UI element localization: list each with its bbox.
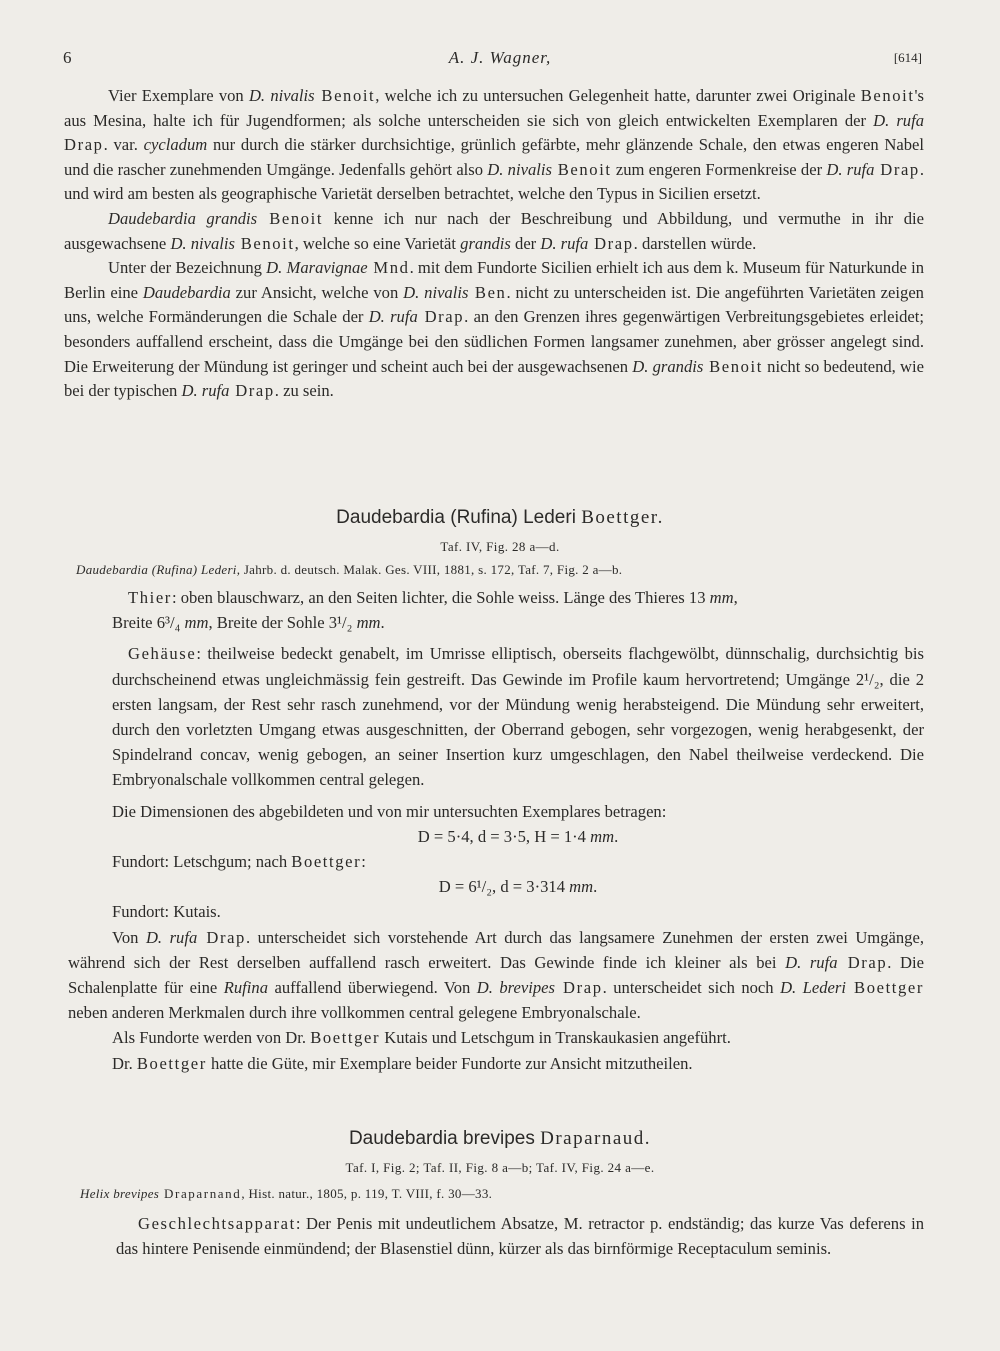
plate-ref-brevipes: Taf. I, Fig. 2; Taf. II, Fig. 8 a—b; Taf. IV, Fig. 24 a—e. <box>345 1160 655 1175</box>
intro-paragraph-1: Vier Exemplare von D. nivalis Benoit, welche ich zu untersuchen Gelegenheit hatte, darunter zwei Originale Benoit's aus Mesina, halte ich für Jugendformen; als solche unterscheiden sie sich von gleich entwickelten Exemplaren der D. rufa Drap. var. cycladum nur durch die stärker durchsichtige, grünlich gefärbte, mehr glänzende Schale, den etwas engeren Nabel und die rascher zunehmenden Umgänge. Jedenfalls gehört also D. nivalis Benoit zum engeren Formenkreise der D. rufa Drap. und wird am besten als geographische Varietät derselben betrachtet, welche den Typus in Sicilien ersetzt. <box>64 86 924 204</box>
fundorte-paragraph: Als Fundorte werden von Dr. Boettger Kutais und Letschgum in Transkaukasien angeführt. <box>112 1028 731 1048</box>
intro-section <box>64 84 924 404</box>
description-brevipes <box>118 1211 924 1261</box>
species-title-brevipes: Daudebardia brevipes Draparnaud. <box>348 1128 652 1149</box>
species-title-lederi: Daudebardia (Rufina) Lederi Boettger. <box>336 507 664 528</box>
dimensions-intro: Die Dimensionen des abgebildeten und von mir untersuchten Exemplares betragen: <box>112 801 667 821</box>
fundort-kutais: Fundort: Kutais. <box>112 902 221 922</box>
citation-lederi: Daudebardia (Rufina) Lederi, Jahrb. d. deutsch. Malak. Ges. VIII, 1881, s. 172, Taf. 7, Fig. 2 a—b. <box>76 562 623 577</box>
thier-paragraph: Thier: oben blauschwarz, an den Seiten lichter, die Sohle weiss. Länge des Thieres 13 mm, Breite 6³/₄ mm, Breite der Sohle 3¹/₂ mm. <box>112 588 738 633</box>
citation-brevipes: Helix brevipes Draparnand, Hist. natur., 1805, p. 119, T. VIII, f. 30—33. <box>80 1186 493 1201</box>
description-lederi <box>68 585 924 1076</box>
running-head-ref: [614] <box>893 50 922 65</box>
intro-paragraph-2: Daudebardia grandis Benoit kenne ich nur nach der Beschreibung und Abbildung, und vermuthe in ihr die ausgewachsene D. nivalis Benoit, welche so eine Varietät grandis der D. rufa Drap. darstellen würde. <box>64 208 924 253</box>
comparison-paragraph: Von D. rufa Drap. unterscheidet sich vorstehende Art durch das langsamere Zunehmen der ersten zwei Umgänge, während sich der Rest derselben auffallend rasch erweitert. Das Gewinde finde ich kleiner als bei D. rufa Drap. Die Schalenplatte für eine Rufina auffallend überwiegend. Von D. brevipes Drap. unterscheidet sich noch D. Lederi Boettger neben anderen Merkmalen durch ihre vollkommen central gelegene Embryonalschale. <box>68 927 924 1023</box>
dimensions-1: D = 5·4, d = 3·5, H = 1·4 mm. <box>417 826 619 846</box>
running-head-author: A. J. Wagner, <box>448 48 552 67</box>
fundort-letschgum: Fundort: Letschgum; nach Boettger: <box>112 852 366 872</box>
dimensions-2: D = 6¹/₂, d = 3·314 mm. <box>438 877 598 897</box>
geschlechtsapparat-paragraph: Geschlechtsapparat: Der Penis mit undeutlichem Absatze, M. retractor p. endständig; das kurze Vas deferens in das hintere Penisende einmündend; der Blasenstiel dünn, kürzer als das birnförmige Receptaculum seminis. <box>116 1214 924 1259</box>
page-number: 6 <box>63 48 72 67</box>
intro-paragraph-3: Unter der Bezeichnung D. Maravignae Mnd. mit dem Fundorte Sicilien erhielt ich aus dem k. Museum für Naturkunde in Berlin eine Daudebardia zur Ansicht, welche von D. nivalis Ben. nicht zu unterscheiden ist. Die angeführten Varietäten zeigen uns, welche Formänderungen die Schale der D. rufa Drap. an den Grenzen ihres gegenwärtigen Verbreitungsgebietes erleidet; besonders auffallend erscheint, dass die Umgänge bei den südlichen Formen langsamer zunehmen, aber grösser angelegt sind. Die Erweiterung der Mündung ist geringer und scheint auch bei der ausgewachsenen D. grandis Benoit nicht so bedeutend, wie bei der typischen D. rufa Drap. zu sein. <box>64 258 924 401</box>
gehaeuse-paragraph: Gehäuse: theilweise bedeckt genabelt, im Umrisse elliptisch, oberseits flachgewölbt, dünnschalig, durchsichtig bis durchscheinend etwas ungleichmässig fein gestreift. Das Gewinde im Profile kaum hervortretend; Umgänge 2¹/₂, die 2 ersten langsam, der Rest sehr rasch zunehmend, vor der Mündung wenig herabsteigend. Die Mündung sehr erweitert, durch den vorletzten Umgang etwas ausgeschnitten, der Oberrand gebogen, sehr vorgezogen, wenig herabgesenkt, der Spindelrand concav, wenig gebogen, an seiner Insertion kurz umgeschlagen, den Nabel theilweise verdeckend. Die Embryonalschale vollkommen central gelegen. <box>112 644 924 790</box>
boettger-paragraph: Dr. Boettger hatte die Güte, mir Exemplare beider Fundorte zur Ansicht mitzutheilen. <box>112 1053 693 1073</box>
plate-ref-lederi: Taf. IV, Fig. 28 a—d. <box>440 539 560 554</box>
